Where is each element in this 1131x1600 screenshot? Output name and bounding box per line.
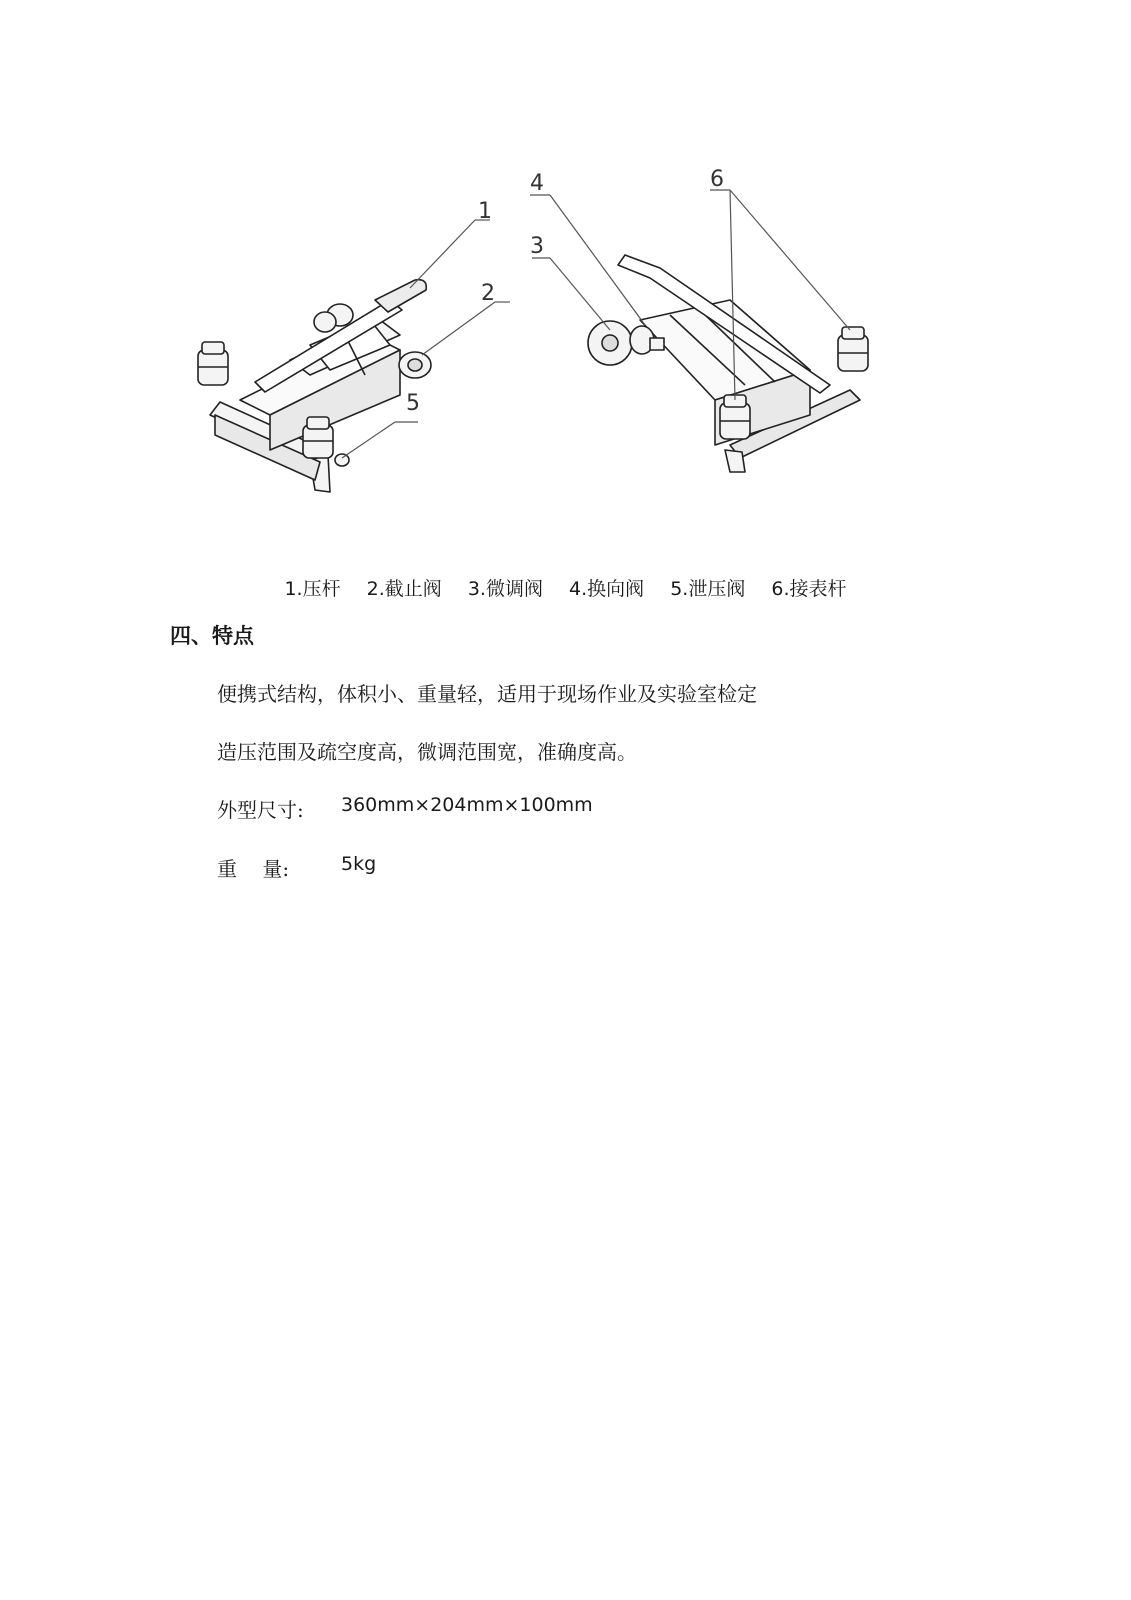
callout-5: 5 — [406, 391, 420, 416]
spec-row-weight — [217, 853, 377, 882]
paragraph-1: 便携式结构，体积小、重量轻，适用于现场作业及实验室检定 — [217, 682, 757, 706]
pump-drawing — [170, 160, 930, 510]
spec-label: 外型尺寸: — [217, 798, 304, 822]
callout-2: 2 — [481, 281, 495, 306]
paragraph-2: 造压范围及疏空度高，微调范围宽，准确度高。 — [217, 740, 637, 764]
callout-4: 4 — [530, 171, 544, 196]
caption-item-1: 1.压杆 — [284, 578, 341, 600]
left-gauge-stand — [198, 342, 228, 385]
figure-caption — [0, 574, 1131, 601]
caption-item-3: 3.微调阀 — [467, 578, 543, 600]
spec-label: 重 量: — [217, 857, 290, 881]
valve-2-knob — [399, 352, 431, 378]
caption-item-4: 4.换向阀 — [569, 578, 645, 600]
right-gauge-stand-2 — [838, 327, 868, 371]
valve-3-flower-knob — [588, 321, 632, 365]
spec-value: 5kg — [341, 853, 377, 875]
caption-item-6: 6.接表杆 — [771, 578, 847, 600]
section-title: 四、特点 — [170, 624, 254, 648]
spec-value: 360mm×204mm×100mm — [341, 794, 593, 816]
front-gauge-stand — [720, 395, 750, 439]
spec-row-dimensions — [217, 794, 593, 823]
callout-1: 1 — [478, 199, 492, 224]
pump-figure — [170, 160, 930, 510]
right-pump-drawing — [588, 255, 868, 472]
right-gauge-stand — [303, 417, 333, 458]
callout-3: 3 — [530, 234, 544, 259]
caption-item-5: 5.泄压阀 — [670, 578, 746, 600]
caption-item-2: 2.截止阀 — [366, 578, 442, 600]
callout-6: 6 — [710, 167, 724, 192]
left-pump-drawing — [198, 280, 431, 492]
